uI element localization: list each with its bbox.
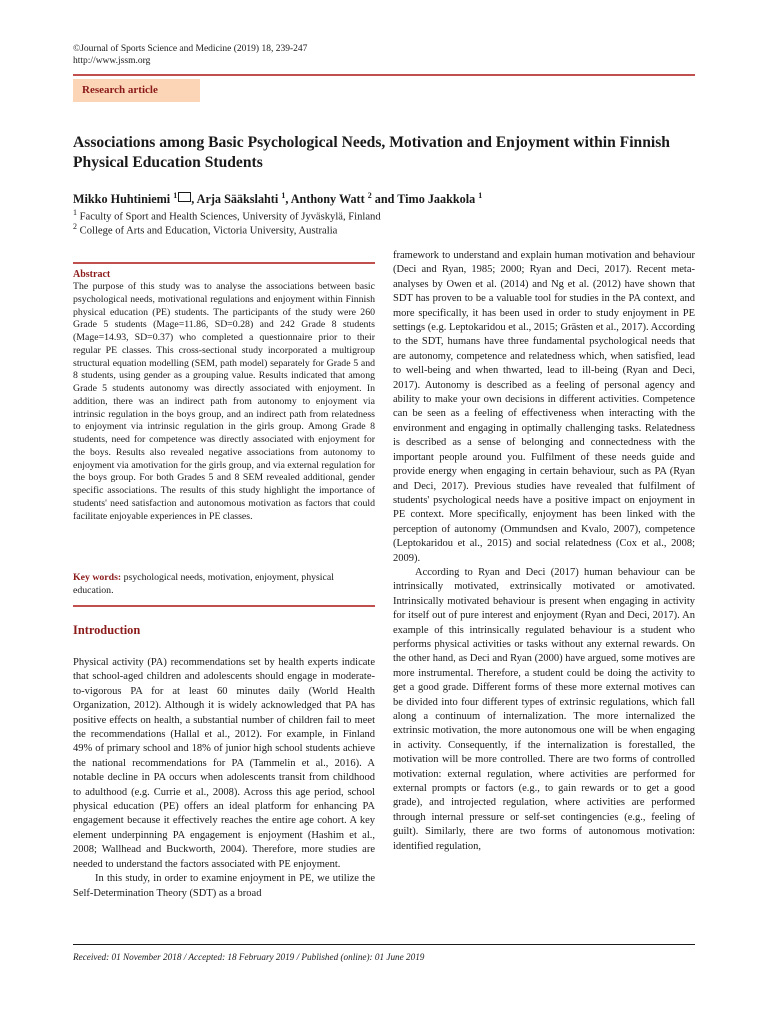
- author-name: , Anthony Watt: [285, 192, 368, 207]
- affiliation-2: $^2$ College of Arts and Education, Victoria University, Australia: [73, 222, 338, 237]
- author-name: and Timo Jaakkola: [371, 192, 479, 207]
- paragraph: According to Ryan and Deci (2017) human behaviour can be intrinsically motivated, extrinsically motivated or amotivated. Intrinsically motivated behaviour is present when engaging in activity for itself out of pure interest and enjoyment (Ryan and Deci, 2017). An example of this intrinsically regulated behaviour is a student who performs physical activities or tasks without any external rewards. On the other hand, as Deci and Ryan (2000) have argued, some motives are more instrumental. Therefore, a student could be doing the activity to get a good grade. Different forms of these more external motives can be divided into four different types of extrinsic regulations, which fall along a continuum of internalization. The more internalized the extrinsic motivation, the more autonomous one will be when engaging in activity. Consequently, if the internalization is forestalled, the motivation will be more controlled. There are two forms of controlled motivation: external regulation, where activities are performed for external prompts or factors (e.g., to gain rewards or to get a good grade), and introjected regulation, where activities are performed through internal pressure or self-set contingencies (e.g., feeling of guilt). Similarly, there are two forms of autonomous motivation: identified regulation,: [393, 566, 695, 852]
- paragraph: Physical activity (PA) recommendations set by health experts indicate that school-aged children and adolescents should engage in moderate-to-vigorous PA for at least 60 minutes daily (World Health Organization, 2012). Although it is widely acknowledged that PA has positive effects on health, a substantial number of children fail to meet the recommendations (Hallal et al., 2012). For example, in Finland 49% of primary school and 18% of junior high school students achieve the national recommendations for PA (Tammelin et al., 2016). A notable decline in PA occurs when adolescents transit from childhood to adulthood (e.g. Currie et al., 2008). Across this age period, school physical education (PE) offers an ideal platform for enhancing PA engagement because it effectively reaches the entire age cohort. A key element underpinning PA engagement is enjoyment (Hashim et al., 2008; Wallhead and Buckworth, 2004). Therefore, more studies are needed to understand the factors associated with PE enjoyment.: [73, 657, 375, 870]
- keywords-text: psychological needs, motivation, enjoyment, physical education.: [73, 572, 334, 596]
- keywords: [73, 572, 375, 598]
- introduction-heading: Introduction: [73, 623, 141, 637]
- paragraph: framework to understand and explain human motivation and behaviour (Deci and Ryan, 1985; 2000; Ryan and Deci, 2017). Recent meta-analyses by Owen et al. (2014) and Ng et al. (2012) have shown that SDT has proven to be a valuable tool for studies in the PA context, and more specifically, it has been used in order to study enjoyment in PE settings (e.g. Leptokaridou et al., 2015; Grästen et al., 2017). According to the SDT, humans have three fundamental psychological needs that are autonomy, competence and relatedness which, when satisfied, lead to well-being and when thwarted, lead to ill-being (Ryan and Deci, 2017). Autonomy is described as a feeling of personal agency and ability to make your own decisions in different activities. Competence can be seen as a feeling of effectiveness when interacting with the environment and engaging in optimally challenging tasks. Relatedness is described as a sense of belonging and connectedness with the important people around you. Fulfilment of these needs guide and provide energy when engaging in certain behaviour, such as PA (Ryan and Deci, 2017). Previous studies have revealed that fulfilment of students' psychological needs have a positive impact on enjoyment in PE context. More specifically, enjoyment has been linked with the perception of autonomy (Ommundsen and Kvalo, 2007), competence (Leptokaridou et al., 2015) and social relatedness (Cox et al., 2008; 2009).: [393, 250, 695, 564]
- journal-header: [73, 43, 307, 67]
- author-name: Mikko Huhtiniemi: [73, 192, 174, 207]
- affiliation-1: $^1$ Faculty of Sport and Health Sciences, University of Jyväskylä, Finland: [73, 208, 381, 223]
- abstract-rule: [73, 262, 375, 264]
- abstract-heading: Abstract: [73, 269, 111, 280]
- article-type-badge: Research article: [73, 79, 200, 102]
- header-rule: [73, 74, 695, 76]
- keywords-rule: [73, 605, 375, 607]
- abstract-text: The purpose of this study was to analyse the associations between basic psychological needs, motivational regulations and enjoyment within Finnish physical education (PE) students. The participants of the study were 260 Grade 5 students (Mage=11.86, SD=0.28) and 242 Grade 8 students (Mage=14.93, SD=0.37) who completed a questionnaire prior to their regular PE classes. This cross-sectional study incorporated a multigroup structural equation modelling (SEM, path model) separately for Grade 5 and 8 students, using gender as a grouping value. Results indicated that among Grade 5 students autonomy was directly associated with enjoyment. In addition, there was an indirect path from autonomy to enjoyment via intrinsic regulation in the boys group, and an indirect path from relatedness to enjoyment via intrinsic regulation in the girls group. Among Grade 8 students, need for competence was directly associated with enjoyment for the boys. Results also revealed negative associations from autonomy to enjoyment via amotivation for the girls group, and via external regulation for the boys group. For both Grades 5 and 8 SEM revealed additional, gender specific associations. The results of this study highlight the importance of students' need satisfaction and autonomous motivation as factors that could facilitate enjoyable experiences in PE classes.: [73, 281, 375, 522]
- article-title: Associations among Basic Psychological Needs, Motivation and Enjoyment within Finnish Physical Education Students: [73, 134, 670, 171]
- author-affil-num: 1: [281, 191, 286, 200]
- author-affil-num: 2: [367, 191, 372, 200]
- paragraph: In this study, in order to examine enjoyment in PE, we utilize the Self-Determination Theory (SDT) as a broad: [73, 873, 375, 899]
- right-column-text: [393, 249, 695, 854]
- footer-rule: [73, 944, 695, 945]
- author-name: , Arja Sääkslahti: [191, 192, 282, 207]
- publication-dates: Received: 01 November 2018 / Accepted: 18 February 2019 / Published (online): 01 June 2019: [73, 952, 425, 962]
- envelope-icon[interactable]: [178, 192, 191, 202]
- journal-citation: ©Journal of Sports Science and Medicine (2019) 18, 239-247: [73, 44, 308, 54]
- introduction-text: [73, 656, 375, 901]
- author-affil-num: 1: [173, 191, 178, 200]
- keywords-label: Key words:: [73, 572, 122, 583]
- author-affil-num: 1: [478, 191, 483, 200]
- author-list: [73, 188, 482, 207]
- journal-url[interactable]: http://www.jssm.org: [73, 56, 151, 66]
